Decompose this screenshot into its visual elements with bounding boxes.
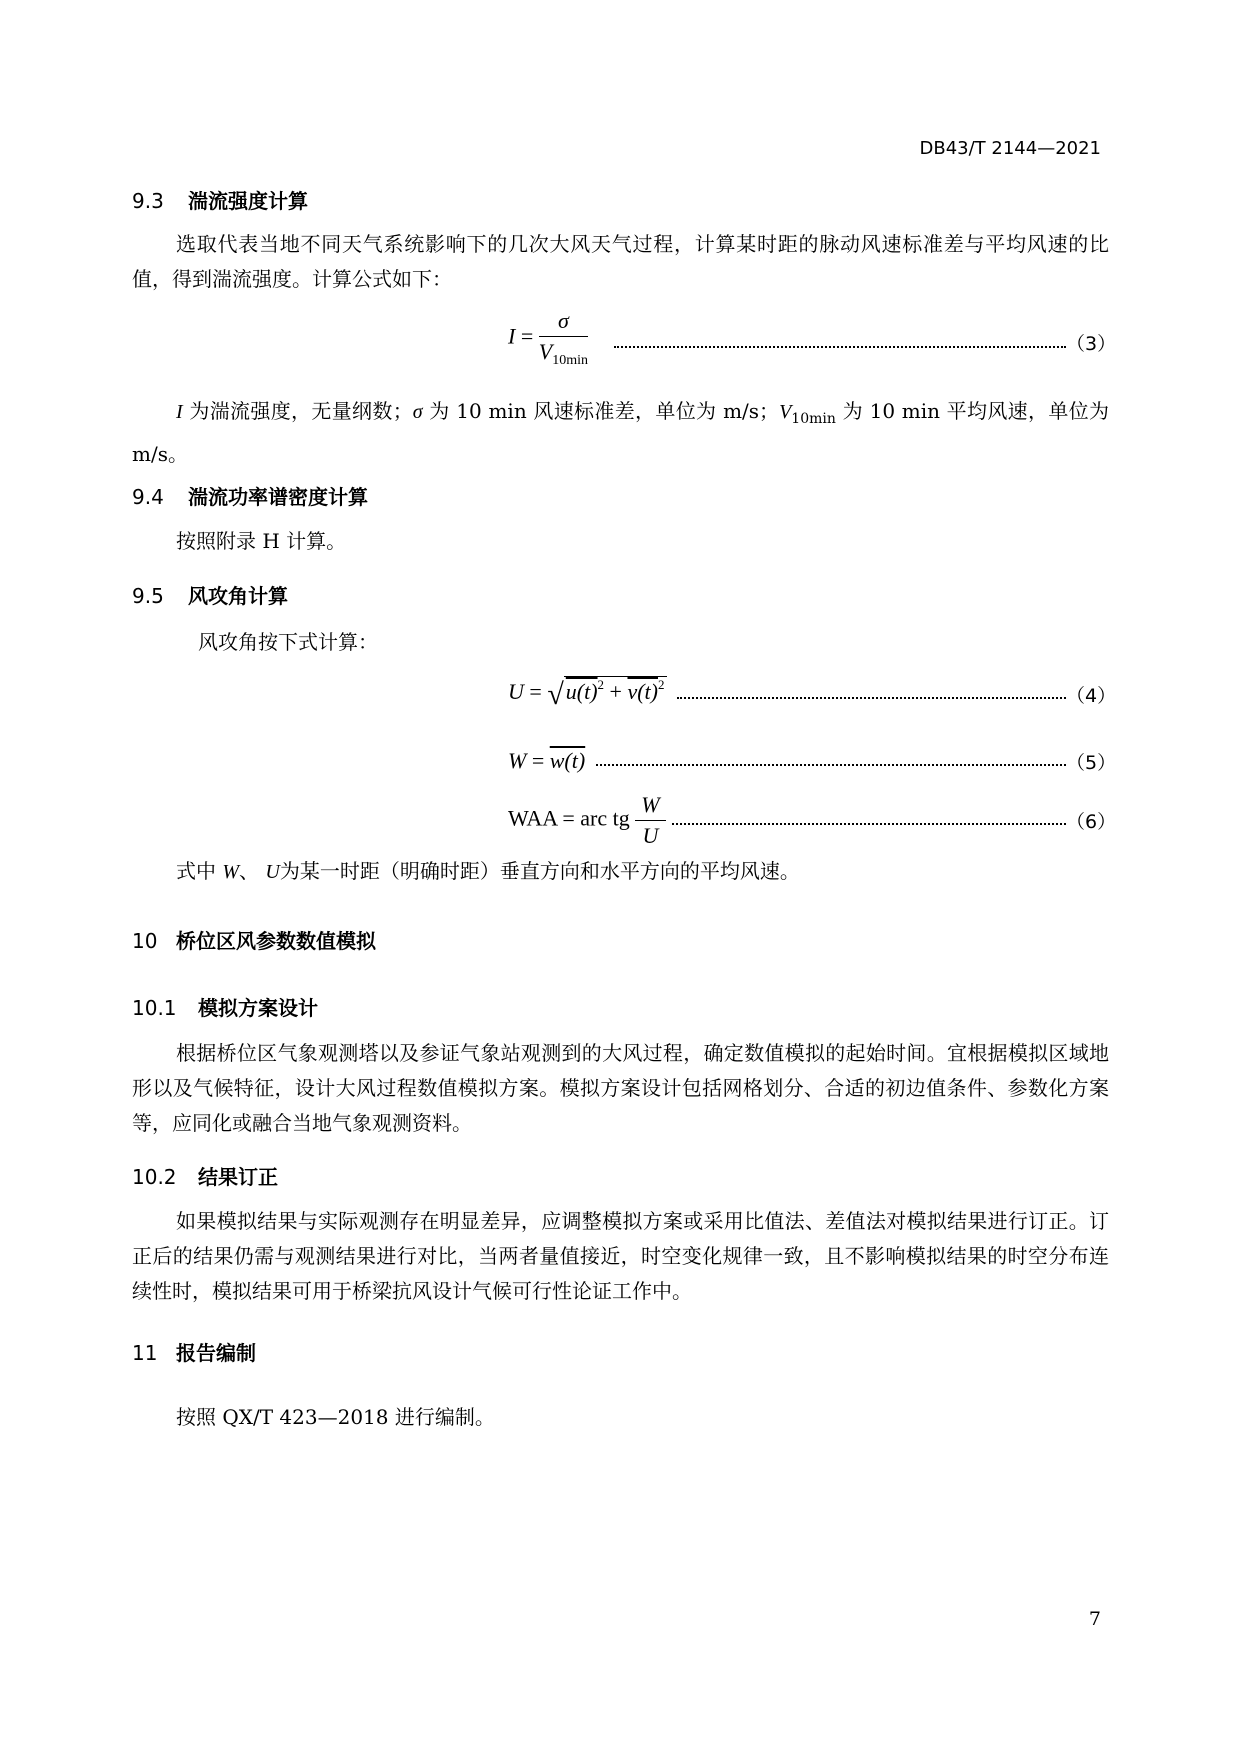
- section-title: 结果订正: [198, 1165, 278, 1189]
- section-title: 湍流强度计算: [188, 189, 308, 213]
- section-number: 10.1: [132, 996, 177, 1020]
- eq3-denominator-sub: 10min: [552, 353, 588, 368]
- where-u: U: [265, 861, 280, 883]
- heading-9-4: [132, 481, 368, 510]
- heading-10-2: [132, 1161, 278, 1190]
- eq4-plus: +: [609, 679, 622, 704]
- def-v-sub: 10min: [791, 411, 836, 427]
- section-title: 桥位区风参数数值模拟: [176, 929, 376, 953]
- paragraph-9-4: 按照附录 H 计算。: [176, 529, 347, 553]
- definitions-9-3: [132, 394, 1109, 472]
- eq3-equals: =: [520, 323, 534, 349]
- section-title: 模拟方案设计: [198, 996, 318, 1020]
- def-i-desc: 为湍流强度，无量纲数；: [182, 399, 413, 423]
- equation-number-3: （3）: [1066, 333, 1117, 355]
- eq6-denominator: U: [642, 823, 659, 848]
- where-clause: [132, 854, 1109, 890]
- def-v-symbol: V: [779, 401, 792, 423]
- standard-id: DB43/T 2144—2021: [919, 138, 1101, 159]
- eq6-numerator: W: [635, 792, 665, 821]
- sqrt-radicand: [564, 676, 667, 704]
- where-desc: 为某一时距（明确时距）垂直方向和水平方向的平均风速。: [279, 859, 800, 883]
- eq4-u: u(t): [565, 679, 598, 704]
- leader-dots: [677, 697, 1066, 699]
- where-prefix: 式中: [176, 859, 223, 883]
- def-sigma-symbol: σ: [412, 401, 423, 423]
- page-number: 7: [1088, 1608, 1101, 1630]
- eq6-lhs: WAA = arc tg: [508, 805, 630, 831]
- heading-10: [132, 925, 376, 954]
- eq4-v: v(t): [627, 679, 658, 704]
- paragraph-10-2: 如果模拟结果与实际观测存在明显差异，应调整模拟方案或采用比值法、差值法对模拟结果进行订正。订正后的结果仍需与观测结果进行对比，当两者量值接近，时空变化规律一致，且不影响模拟结果的时空分布连续性时，模拟结果可用于桥梁抗风设计气候可行性论证工作中。: [132, 1209, 1109, 1303]
- eq4-exp-2: 2: [658, 677, 665, 692]
- eq4-lhs: U: [508, 679, 524, 704]
- heading-11: [132, 1337, 256, 1366]
- def-i-symbol: I: [176, 401, 183, 423]
- paragraph-10-1: 根据桥位区气象观测塔以及参证气象站观测到的大风过程，确定数值模拟的起始时间。宜根据模拟区域地形以及气候特征，设计大风过程数值模拟方案。模拟方案设计包括网格划分、合适的初边值条件、参数化方案等，应同化或融合当地气象观测资料。: [132, 1041, 1109, 1135]
- section-number: 10: [132, 929, 158, 953]
- section-title: 报告编制: [176, 1341, 256, 1365]
- heading-10-1: [132, 992, 318, 1021]
- heading-9-5: [132, 580, 288, 609]
- leader-dots: [672, 823, 1066, 825]
- equation-number-5: （5）: [1066, 752, 1117, 774]
- equation-5: W = w(t): [508, 748, 586, 773]
- eq3-numerator: σ: [539, 308, 588, 337]
- equation-4: $U = √u(t)^2 + v(t)^2$: [508, 677, 665, 711]
- equation-number-4: （4）: [1066, 685, 1117, 707]
- section-number: 11: [132, 1341, 158, 1365]
- eq5-rhs: w(t): [549, 748, 586, 773]
- section-title: 风攻角计算: [188, 584, 288, 608]
- paragraph-9-3: 选取代表当地不同天气系统影响下的几次大风天气过程，计算某时距的脉动风速标准差与平均风速的比值，得到湍流强度。计算公式如下：: [132, 232, 1109, 291]
- paragraph-11: 按照 QX/T 423—2018 进行编制。: [176, 1405, 495, 1429]
- equation-3: [508, 308, 588, 369]
- heading-9-3: [132, 185, 308, 214]
- eq4-exp-1: 2: [597, 677, 605, 692]
- section-number: 9.4: [132, 485, 164, 509]
- def-v-desc: 为 10 min 平均风速，单位为 m/s。: [132, 399, 1110, 466]
- leader-dots: [614, 346, 1066, 348]
- equation-number-6: （6）: [1066, 811, 1117, 833]
- equation-6: [508, 792, 666, 849]
- where-w: W: [222, 861, 240, 883]
- section-number: 9.5: [132, 584, 164, 608]
- where-sep: 、: [239, 859, 266, 883]
- section-number: 10.2: [132, 1165, 177, 1189]
- eq5-lhs: W: [508, 748, 527, 773]
- def-sigma-desc: 为 10 min 风速标准差，单位为 m/s；: [422, 399, 780, 423]
- eq6-fraction: [635, 792, 665, 849]
- eq3-fraction: [539, 308, 588, 369]
- sqrt-sign: √: [547, 678, 564, 711]
- leader-dots: [596, 764, 1066, 766]
- section-title: 湍流功率谱密度计算: [188, 485, 368, 509]
- eq3-denominator: V: [538, 339, 553, 364]
- section-number: 9.3: [132, 189, 164, 213]
- eq3-lhs: I: [508, 323, 516, 349]
- paragraph-9-5: 风攻角按下式计算：: [198, 630, 378, 654]
